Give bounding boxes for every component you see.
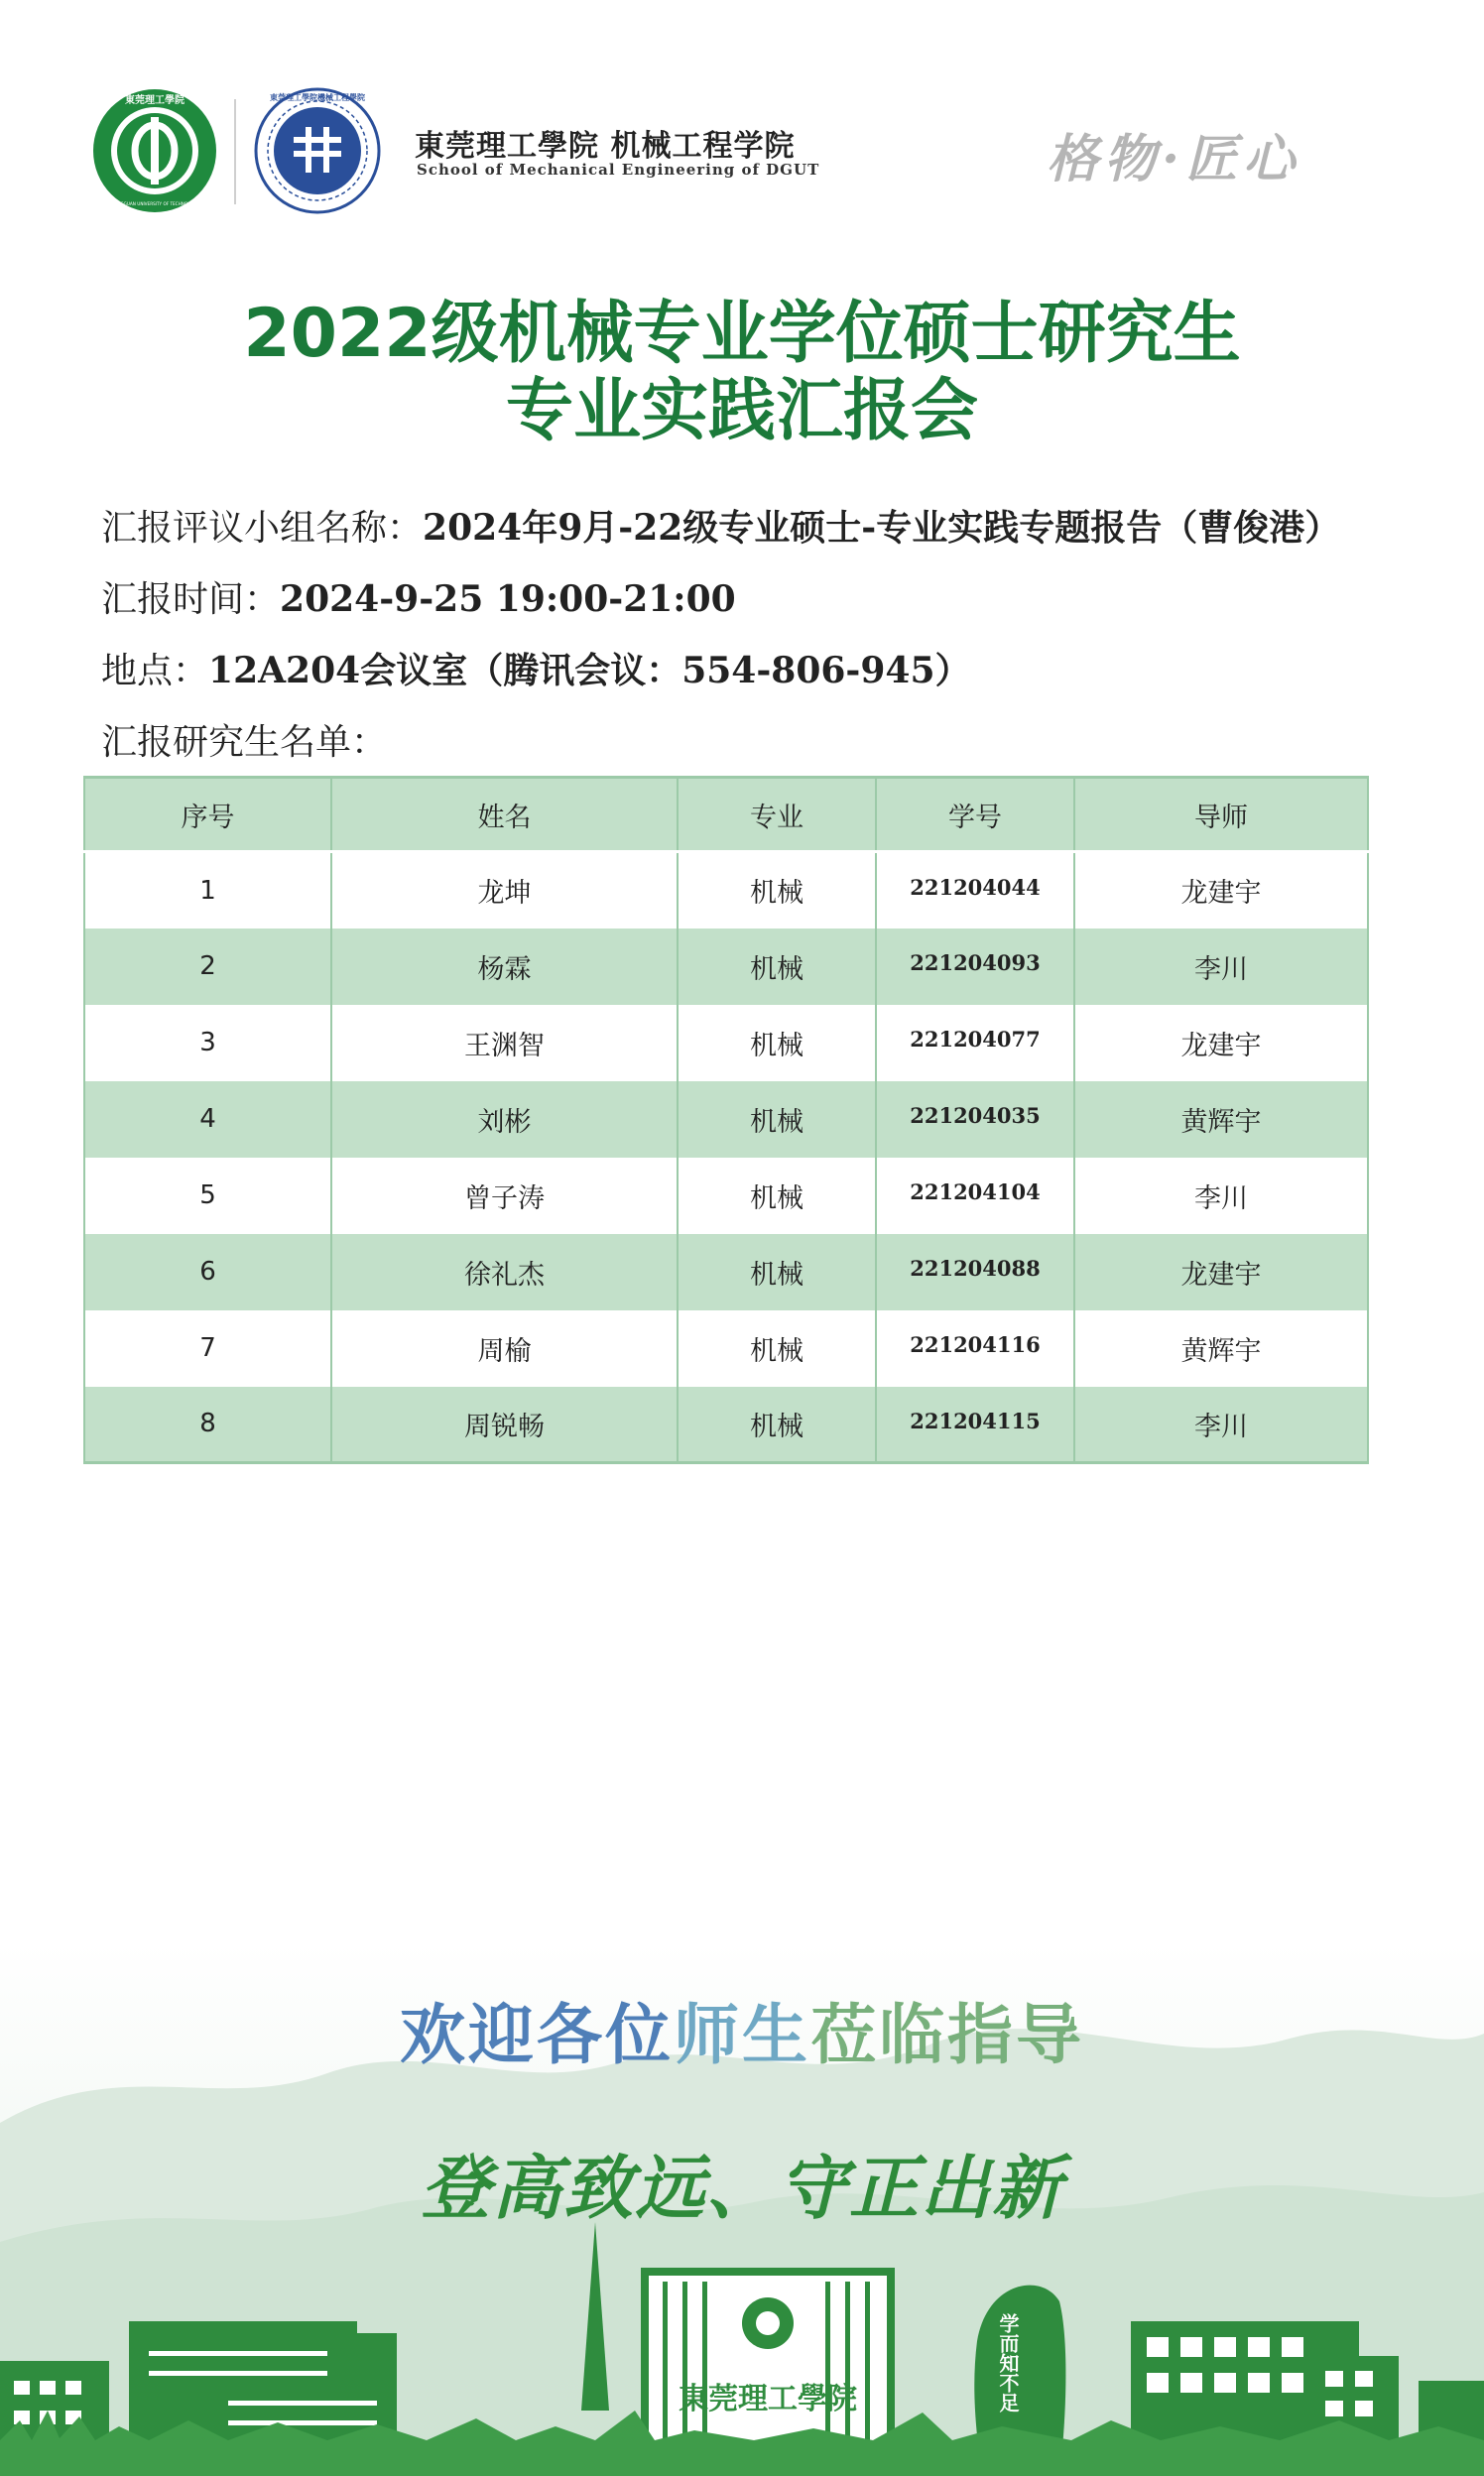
col-header-major: 专业 [678,778,876,852]
info-group [101,500,1340,551]
cell-no: 3 [84,1005,331,1081]
motto: 格物·匠心 [1047,129,1301,189]
header-divider [234,99,236,204]
col-header-no: 序号 [84,778,331,852]
info-time [101,571,736,622]
cell-advisor: 李川 [1074,928,1368,1005]
table-row [84,852,1368,928]
school-name-en: School of Mechanical Engineering of DGUT [417,161,820,179]
cell-advisor: 黄辉宇 [1074,1081,1368,1158]
cell-advisor: 李川 [1074,1158,1368,1234]
table-row [84,1234,1368,1310]
cell-advisor: 龙建宇 [1074,852,1368,928]
table-row [84,1158,1368,1234]
gate-sign-text: 東莞理工學院 [679,2382,857,2416]
cell-advisor: 龙建宇 [1074,1234,1368,1310]
stone-inscription: 学而知不足 [996,2313,1020,2413]
info-list-label: 汇报研究生名单： [101,722,388,763]
cell-id: 221204035 [876,1081,1074,1158]
cell-name: 周锐畅 [331,1387,678,1463]
cell-major: 机械 [678,1081,876,1158]
cell-no: 7 [84,1310,331,1387]
table-row [84,1005,1368,1081]
dgut-logo-icon [91,87,218,214]
welcome-text-a: 欢迎各位 [400,1997,674,2073]
cell-id: 221204077 [876,1005,1074,1081]
col-header-id: 学号 [876,778,1074,852]
mech-school-logo-icon [254,87,381,214]
info-place-label: 地点： [101,651,209,691]
table-row [84,1081,1368,1158]
cell-name: 周榆 [331,1310,678,1387]
logo2-ring-text: 東莞理工學院機械工程學院 [270,92,365,102]
cell-id: 221204093 [876,928,1074,1005]
table-header-row [84,778,1368,852]
page-title-line2: 专业实践汇报会 [505,372,978,450]
table-row [84,1387,1368,1463]
cell-major: 机械 [678,1234,876,1310]
cell-id: 221204044 [876,852,1074,928]
col-header-advisor: 导师 [1074,778,1368,852]
cell-no: 2 [84,928,331,1005]
cell-major: 机械 [678,928,876,1005]
cell-id: 221204116 [876,1310,1074,1387]
logo1-ring-text: 東莞理工學院 [125,95,185,106]
cell-no: 6 [84,1234,331,1310]
cell-id: 221204088 [876,1234,1074,1310]
cell-id: 221204115 [876,1387,1074,1463]
cell-no: 5 [84,1158,331,1234]
table-row [84,1310,1368,1387]
info-time-label: 汇报时间： [101,579,281,620]
cell-major: 机械 [678,1158,876,1234]
cell-name: 刘彬 [331,1081,678,1158]
col-header-name: 姓名 [331,778,678,852]
info-place-value: 12A204会议室（腾讯会议：554-806-945） [208,650,971,691]
info-place [101,643,971,693]
cell-major: 机械 [678,1387,876,1463]
cell-name: 龙坤 [331,852,678,928]
cell-major: 机械 [678,852,876,928]
welcome-text-b: 师生 [674,1997,810,2073]
student-table [83,776,1369,1464]
cell-name: 王渊智 [331,1005,678,1081]
cell-advisor: 李川 [1074,1387,1368,1463]
welcome-text-c: 莅临指导 [810,1997,1084,2073]
info-group-value: 2024年9月-22级专业硕士-专业实践专题报告（曹俊港） [423,507,1341,549]
cell-no: 8 [84,1387,331,1463]
welcome-banner [0,1982,1484,2076]
cell-name: 杨霖 [331,928,678,1005]
cell-no: 1 [84,852,331,928]
info-group-label: 汇报评议小组名称： [101,508,424,549]
cell-major: 机械 [678,1005,876,1081]
school-name-cn: 東莞理工學院 机械工程学院 [415,129,796,164]
cell-no: 4 [84,1081,331,1158]
cell-name: 曾子涛 [331,1158,678,1234]
logo1-ring-subtext: DONGGUAN UNIVERSITY OF TECHNOLOGY [110,201,199,206]
table-row [84,928,1368,1005]
page-title-line1: 2022级机械专业学位硕士研究生 [243,295,1241,373]
cell-id: 221204104 [876,1158,1074,1234]
school-slogan: 登高致远、守正出新 [421,2147,1063,2229]
cell-advisor: 黄辉宇 [1074,1310,1368,1387]
header [0,0,1484,238]
cell-advisor: 龙建宇 [1074,1005,1368,1081]
cell-name: 徐礼杰 [331,1234,678,1310]
info-time-value: 2024-9-25 19:00-21:00 [280,578,736,620]
cell-major: 机械 [678,1310,876,1387]
